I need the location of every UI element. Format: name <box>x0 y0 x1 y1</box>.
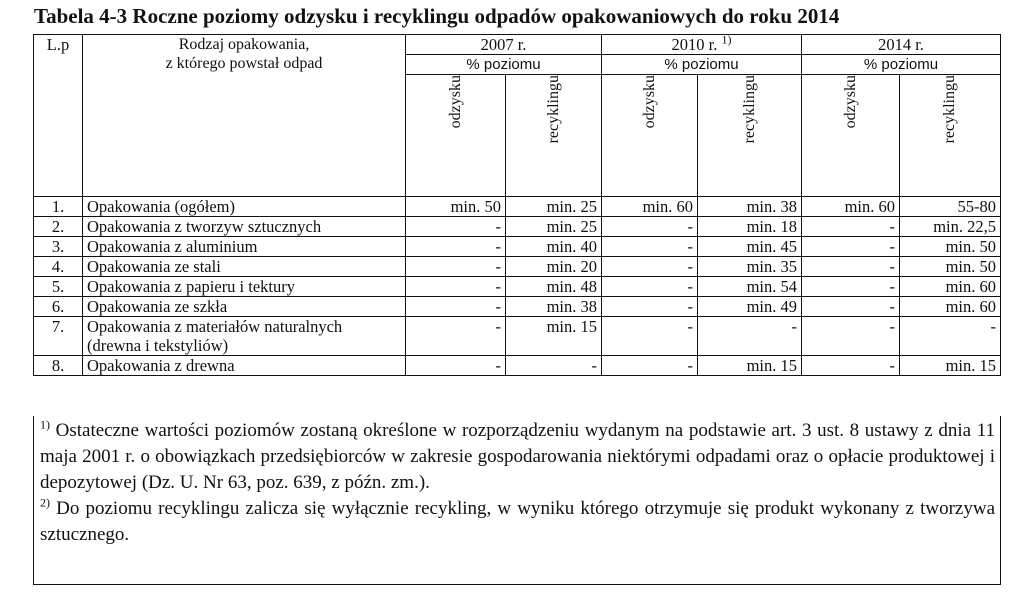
row-value-r2010: - <box>602 297 698 317</box>
row-value-c2014: min. 15 <box>900 356 1001 376</box>
row-value-c2010: min. 49 <box>698 297 802 317</box>
header-year-2010 <box>602 35 802 55</box>
row-kind-line1: Opakowania z aluminium <box>87 237 258 256</box>
footnote-2-text: Do poziomu recyklingu zalicza się wyłącznie recykling, w wyniku którego otrzymuje się produkt wykonany z tworzywa sztucznego. <box>40 498 995 545</box>
row-value-c2007: min. 15 <box>506 317 602 356</box>
row-value-r2007: min. 50 <box>406 197 506 217</box>
header-year-2014: 2014 r. <box>802 35 1001 55</box>
header-kind <box>83 35 406 197</box>
row-value-r2007: - <box>406 217 506 237</box>
row-value-r2007: - <box>406 257 506 277</box>
header-row-years <box>34 35 1001 55</box>
row-value-r2014: - <box>802 297 900 317</box>
table-row <box>34 197 1001 217</box>
table-row <box>34 297 1001 317</box>
header-recycling-2014-label: recyklingu <box>941 75 958 144</box>
row-lp: 8. <box>34 356 83 376</box>
row-value-c2014: min. 22,5 <box>900 217 1001 237</box>
header-year-2010-label: 2010 r. <box>671 35 718 54</box>
row-value-r2010: min. 60 <box>602 197 698 217</box>
row-kind <box>83 297 406 317</box>
row-value-r2010: - <box>602 317 698 356</box>
footnote-2 <box>40 496 995 548</box>
header-percent-2007: % poziomu <box>406 55 602 75</box>
row-kind-line1: Opakowania ze szkła <box>87 297 228 316</box>
row-value-r2014: - <box>802 277 900 297</box>
row-value-r2014: - <box>802 356 900 376</box>
row-kind-line1: Opakowania z tworzyw sztucznych <box>87 217 322 236</box>
row-kind-line1: Opakowania ze stali <box>87 257 221 276</box>
header-recycling-2010-label: recyklingu <box>740 75 758 144</box>
row-lp: 3. <box>34 237 83 257</box>
row-kind-line1: Opakowania z papieru i tektury <box>87 277 296 296</box>
row-value-r2010: - <box>602 237 698 257</box>
row-value-c2014: 55-80 <box>900 197 1001 217</box>
row-lp: 5. <box>34 277 83 297</box>
header-percent-2010: % poziomu <box>602 55 802 75</box>
row-value-c2010: min. 38 <box>698 197 802 217</box>
row-value-r2014: - <box>802 217 900 237</box>
row-kind <box>83 237 406 257</box>
table-row <box>34 356 1001 376</box>
footnote-2-marker: 2) <box>40 495 50 510</box>
row-value-c2010: - <box>698 317 802 356</box>
footnote-1-marker: 1) <box>40 417 50 432</box>
row-value-c2007: min. 25 <box>506 197 602 217</box>
header-recycling-2014 <box>900 75 1001 197</box>
row-value-c2007: min. 48 <box>506 277 602 297</box>
footnote-1-text: Ostateczne wartości poziomów zostaną określone w rozporządzeniu wydanym na podstawie art. 3 ust. 8 ustawy z dnia 11 maja 2001 r. o obowiązkach przedsiębiorców w zakresie gospodarowania niektórymi odpadami oraz o opłacie produktowej i depozytowej (Dz. U. Nr 63, poz. 639, z późn. zm.). <box>40 420 995 493</box>
header-recycling-2007-label: recyklingu <box>544 75 562 144</box>
table-row <box>34 277 1001 297</box>
header-year-2010-note: 1) <box>721 34 732 47</box>
row-kind-line1: Opakowania (ogółem) <box>87 197 235 216</box>
row-kind <box>83 277 406 297</box>
header-recovery-2014 <box>802 75 900 197</box>
row-kind <box>83 257 406 277</box>
row-value-c2014: min. 60 <box>900 277 1001 297</box>
row-value-c2010: min. 15 <box>698 356 802 376</box>
header-recovery-2007 <box>406 75 506 197</box>
row-value-c2010: min. 35 <box>698 257 802 277</box>
row-value-c2007: - <box>506 356 602 376</box>
row-kind <box>83 317 406 356</box>
header-recycling-2007 <box>506 75 602 197</box>
row-value-c2010: min. 54 <box>698 277 802 297</box>
row-kind-line1: Opakowania z drewna <box>87 356 235 375</box>
row-value-c2007: min. 38 <box>506 297 602 317</box>
header-recovery-2007-label: odzysku <box>446 75 464 129</box>
row-value-r2010: - <box>602 217 698 237</box>
row-value-c2010: min. 18 <box>698 217 802 237</box>
row-value-r2007: - <box>406 237 506 257</box>
header-recycling-2010 <box>698 75 802 197</box>
table-row <box>34 317 1001 356</box>
row-value-r2014: - <box>802 317 900 356</box>
table-row <box>34 257 1001 277</box>
row-value-r2007: - <box>406 297 506 317</box>
row-value-r2010: - <box>602 356 698 376</box>
header-kind-line2: z którego powstał odpad <box>165 55 323 72</box>
row-kind <box>83 356 406 376</box>
header-percent-2014: % poziomu <box>802 55 1001 75</box>
row-lp: 6. <box>34 297 83 317</box>
table-row <box>34 237 1001 257</box>
table-row <box>34 217 1001 237</box>
footnotes <box>33 416 1001 585</box>
row-value-r2010: - <box>602 257 698 277</box>
row-value-c2010: min. 45 <box>698 237 802 257</box>
row-value-r2014: - <box>802 257 900 277</box>
row-kind-line1: Opakowania z materiałów naturalnych <box>87 317 343 336</box>
header-recovery-2010-label: odzysku <box>640 75 658 129</box>
row-value-c2007: min. 25 <box>506 217 602 237</box>
row-lp: 7. <box>34 317 83 356</box>
row-value-r2007: - <box>406 356 506 376</box>
row-lp: 1. <box>34 197 83 217</box>
row-kind <box>83 217 406 237</box>
row-value-c2007: min. 40 <box>506 237 602 257</box>
table-title: Tabela 4-3 Roczne poziomy odzysku i recyklingu odpadów opakowaniowych do roku 2014 <box>34 4 840 28</box>
row-lp: 2. <box>34 217 83 237</box>
row-value-c2014: min. 50 <box>900 237 1001 257</box>
header-lp: L.p <box>34 35 83 197</box>
row-value-c2007: min. 20 <box>506 257 602 277</box>
header-kind-line1: Rodzaj opakowania, <box>178 36 310 53</box>
footnote-1 <box>40 418 995 496</box>
row-value-c2014: min. 60 <box>900 297 1001 317</box>
header-recovery-2014-label: odzysku <box>841 75 859 129</box>
row-value-r2014: - <box>802 237 900 257</box>
row-value-r2007: - <box>406 277 506 297</box>
header-recovery-2010 <box>602 75 698 197</box>
row-lp: 4. <box>34 257 83 277</box>
row-kind-line2: (drewna i tekstyliów) <box>87 336 229 355</box>
row-value-r2014: min. 60 <box>802 197 900 217</box>
row-value-c2014: - <box>900 317 1001 356</box>
recycling-levels-table <box>33 34 1001 376</box>
row-value-r2010: - <box>602 277 698 297</box>
header-year-2007: 2007 r. <box>406 35 602 55</box>
row-value-r2007: - <box>406 317 506 356</box>
row-value-c2014: min. 50 <box>900 257 1001 277</box>
row-kind <box>83 197 406 217</box>
